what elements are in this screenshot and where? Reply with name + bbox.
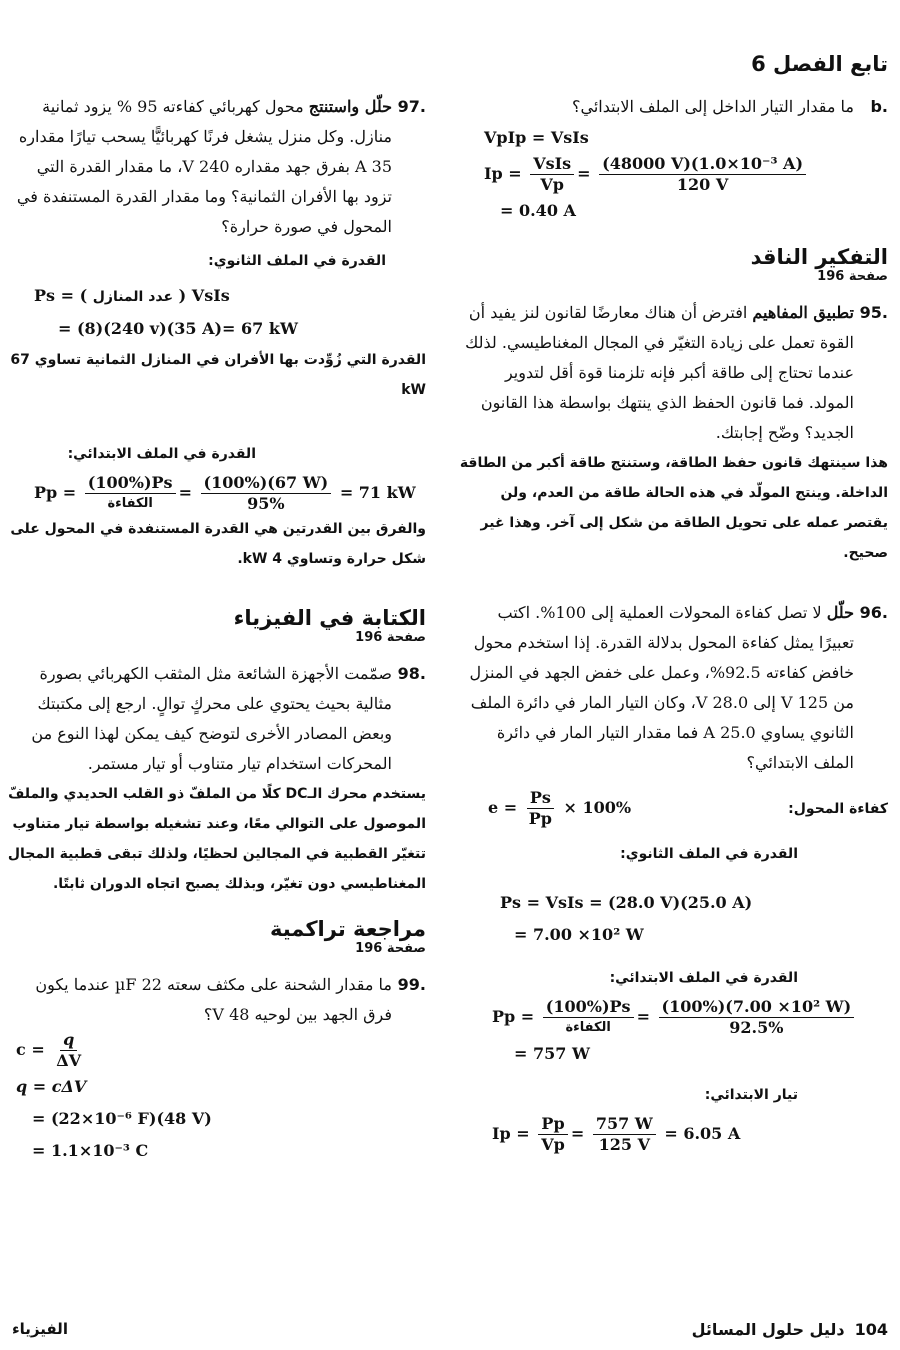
equation: e = $\frac{Ps}{Pp}$ × 100% (488, 788, 632, 828)
question-text: تطبيق المفاهيم افترض أن هناك معارضًا لقانون لنز يفيد أن القوة تعمل على زيادة التغيّر في المجال المغناطيسي. لذلك عندما تحتاج إلى طاقة أكبر فإنه تلزمنا قوة أقل لتدوير المولد. فما قانون الحفظ الذي ينتهك بواسطة هذا القانون الجديد؟ وضّح إجابتك. (465, 303, 854, 442)
question-99 (6, 970, 426, 1030)
answer-text: يستخدم محرك الـDC كلًا من الملفّ ذو القلب الحديدي والملفّ الموصول على التوالي معًا، وعند تشغيله بواسطة تيار متناوب تتغيّر القطبية في المجالين لحظيًا، ولذلك تبقى قطبية المجال المغناطيسي دون تغيّر، وبذلك يصبح اتجاه الدوران ثابتًا. (7, 786, 426, 892)
equation: Ps = VsIs = (28.0 V)(25.0 A) (500, 893, 753, 912)
left-column (6, 92, 426, 1167)
subject-label: الفيزياء (12, 1320, 68, 1338)
book-title: دليل حلول المسائل (691, 1320, 845, 1339)
right-column (458, 92, 888, 1155)
equation: Ip = $\frac{Pp}{Vp}$ = $\frac{757 W}{125 V}$ = 6.05 A (492, 1114, 741, 1154)
label: تيار الابتدائي: (704, 1087, 798, 1103)
equation: VpIp = VsIs (484, 128, 589, 147)
equation: Pp = $\frac{(100\%)Ps}{\text{الكفاءة}}$ = $\frac{\text{(100\%)(7.00 ×10² W)}}{92.5\%}$ (458, 997, 888, 1038)
question-text: صمّمت الأجهزة الشائعة مثل المثقب الكهربائي بصورة مثالية بحيث يحتوي على محركٍ توالٍ. ارجع إلى مكتبتك وبعض المصادر الأخرى لتوضح كيف يمكن لهذا النوع من المحركات استخدام تيار متناوب أو تيار مستمر. (31, 664, 392, 773)
fraction: $\frac{Pp}{Vp}$ (538, 1114, 568, 1155)
page-reference: صفحة 196 (355, 941, 426, 956)
equation: = 7.00 ×10² W (514, 925, 644, 944)
section-heading: الكتابة في الفيزياء (233, 606, 426, 630)
result-text: والفرق بين القدرتين هي القدرة المستنفدة في المحول على شكل حرارة وتساوي 4 kW. (10, 521, 426, 567)
question-number: .98 (397, 664, 426, 683)
equation: Pp = $\frac{(100\%)Ps}{\text{الكفاءة}}$ = $\frac{(100\%)(67 W)}{95\%}$ = 71 kW (34, 473, 416, 513)
label: كفاءة المحول: (788, 800, 888, 817)
question-text: حلّل واستنتج محول كهربائي كفاءته 95 % يزود ثمانية منازل. وكل منزل يشغل فرنًا كهربائيًّا يسحب تيارًا مقداره 35 A بفرق جهد مقداره 240 V، ما مقدار القدرة التي تزود بها الأفران الثمانية؟ وما مقدار القدرة المستنفدة في المحول في صورة حرارة؟ (16, 97, 392, 236)
label: القدرة في الملف الثانوي: (208, 253, 386, 269)
equation: = 757 W (514, 1044, 590, 1063)
fraction: $\frac{\text{(100\%)(7.00 ×10² W)}}{92.5\%}$ (659, 997, 855, 1038)
chapter-header: تابع الفصل 6 (751, 52, 888, 76)
result-text: القدرة التي زُوِّدت بها الأفران في المنازل الثمانية تساوي 67 kW (10, 352, 426, 398)
fraction: $\frac{Ps}{Pp}$ (528, 788, 552, 828)
equation: = 0.40 A (500, 201, 576, 220)
question-97 (6, 92, 426, 242)
question-b (458, 92, 888, 122)
question-96 (458, 598, 888, 778)
question-number: .97 (397, 97, 426, 116)
fraction: $\frac{(100\%)(67 W)}{95\%}$ (201, 473, 332, 514)
equation: Ps = ( عدد المنازل ) VsIs (34, 286, 230, 305)
fraction: $\frac{757 W}{125 V}$ (593, 1114, 656, 1155)
question-text: ما مقدار الشحنة على مكثف سعته 22 µF عندما يكون فرق الجهد بين لوحيه 48 V؟ (35, 975, 392, 1024)
fraction: $\frac{(100\%)Ps}{\text{الكفاءة}}$ (543, 997, 634, 1038)
fraction: $\frac{\text{VsIs}}{Vp}$ (530, 154, 574, 195)
question-number: .99 (397, 975, 426, 994)
label: القدرة في الملف الابتدائي: (609, 970, 798, 986)
label: القدرة في الملف الابتدائي: (67, 446, 256, 462)
question-95 (458, 298, 888, 448)
equation: Ip = $\frac{\text{VsIs}}{Vp}$ = $\frac{\text{(48000 V)(1.0×10⁻³ A)}}{120 V}$ (458, 154, 888, 195)
answer-text: هذا سينتهك قانون حفظ الطاقة، وستنتج طاقة أكبر من الطاقة الداخلة. وينتج المولّد في هذه الحالة طاقة من العدم، ولن يقتصر عمله على تحويل الطاقة من شكل إلى آخر. وهذا غير صحيح. (459, 455, 888, 561)
equation: c = $\frac{q}{\Delta V}$ (6, 1030, 426, 1071)
page-reference: صفحة 196 (817, 269, 888, 284)
label: القدرة في الملف الثانوي: (620, 846, 798, 862)
efficiency-row (458, 788, 888, 829)
question-number: .b (870, 97, 888, 116)
fraction: $\frac{\text{(48000 V)(1.0×10⁻³ A)}}{120 V}$ (599, 154, 806, 195)
question-text: ما مقدار التيار الداخل إلى الملف الابتدائي؟ (571, 97, 854, 116)
page-reference: صفحة 196 (355, 630, 426, 645)
section-heading: التفكير الناقد (750, 245, 888, 269)
equation: = (8)(240 v)(35 A)= 67 kW (58, 319, 298, 338)
question-text: حلّل لا تصل كفاءة المحولات العملية إلى 100%. اكتب تعبيرًا يمثل كفاءة المحول بدلالة القدرة. إذا استخدم محول خافض كفاءته 92.5%، وعمل على خفض الجهد في المنزل من 125 V إلى 28.0 V، وكان التيار المار في دائرة الملف الثانوي يساوي 25.0 A فما مقدار التيار المار في دائرة الملف الابتدائي؟ (469, 603, 854, 772)
question-98 (6, 659, 426, 779)
equation: q = cΔV (16, 1077, 87, 1096)
fraction: $\frac{(100\%)Ps}{\text{الكفاءة}}$ (85, 473, 176, 514)
question-number: .95 (859, 303, 888, 322)
section-heading: مراجعة تراكمية (269, 917, 426, 941)
page-footer (692, 1320, 888, 1339)
fraction: $\frac{q}{\Delta V}$ (56, 1030, 82, 1070)
page-number: 104 (854, 1320, 888, 1339)
equation: = (22×10⁻⁶ F)(48 V) (32, 1109, 212, 1128)
question-number: .96 (859, 603, 888, 622)
equation: = 1.1×10⁻³ C (32, 1141, 149, 1160)
